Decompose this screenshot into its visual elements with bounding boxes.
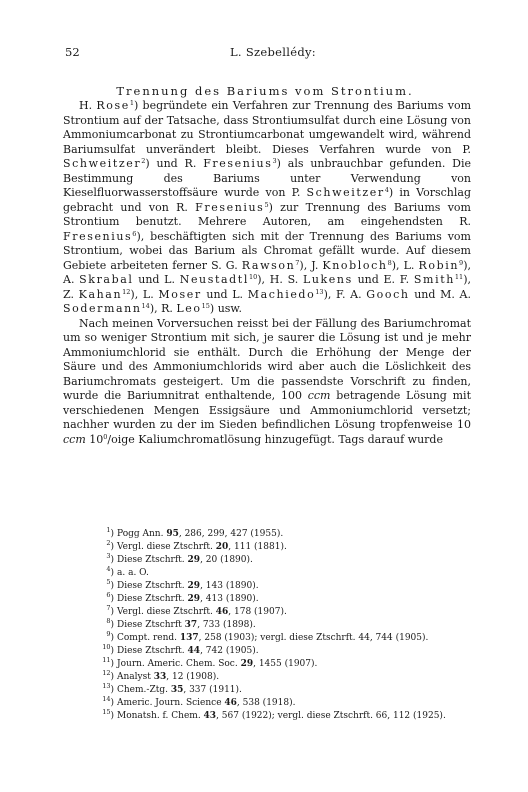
text-run: und L. xyxy=(201,287,248,301)
footnote-marker: 5 xyxy=(106,578,111,586)
author-name: Sodermann xyxy=(63,302,142,315)
unit-ccm: ccm xyxy=(307,389,331,402)
footnote xyxy=(100,593,480,606)
footnote-source: Compt. rend. xyxy=(117,633,180,643)
text-run: ), H. S. xyxy=(257,273,303,286)
footnote-ref: 6 xyxy=(132,229,137,238)
author-name: Lukens xyxy=(302,273,353,286)
footnote xyxy=(100,632,480,645)
footnote xyxy=(100,645,480,658)
footnote-pages: , 413 (1890). xyxy=(200,594,259,604)
footnote-marker: 4 xyxy=(106,565,111,573)
footnote-marker: 2 xyxy=(106,539,111,547)
footnote-pages: , 538 (1918). xyxy=(236,698,296,708)
footnote-ref: 14 xyxy=(141,302,150,310)
footnote-number: $^8$) xyxy=(106,617,114,630)
text-run: ) in Vorschlag gebracht und von R. xyxy=(63,186,471,214)
footnote-ref: 11 xyxy=(454,273,464,281)
author-name: Moser xyxy=(158,287,202,301)
text-run: ), beschäftigten sich mit der Trennung des Bariums vom Strontium, wobei das Barium als Chromat gefällt wurde. Auf diesem Gebiete arbeiteten ferner S. G. xyxy=(63,229,471,272)
author-name: Robin xyxy=(418,258,460,272)
footnote-pages: , 733 (1898). xyxy=(197,620,256,630)
footnote xyxy=(100,567,480,580)
running-head: L. Szebellédy: xyxy=(230,45,316,59)
page-header xyxy=(65,45,465,61)
text-run: 10 xyxy=(85,432,104,446)
text-run: betragende Lösung mit verschiedenen Mengen Essigsäure und Ammoniumchlorid versetzt; nachher wurden zu der im Sieden befindlichen Lösung tropfenweise 10 xyxy=(63,389,471,431)
footnote-marker: 3 xyxy=(106,552,111,560)
footnote xyxy=(100,554,480,567)
text-run: /oige Kaliumchromatlösung hinzugefügt. Tags darauf wurde xyxy=(107,432,443,446)
footnote-volume: 46 xyxy=(224,698,237,708)
footnote-source: Diese Ztschrft. xyxy=(117,646,188,656)
footnote-number: $^7$) xyxy=(106,604,114,617)
footnote-marker: 8 xyxy=(106,617,111,625)
footnote-number: $^6$) xyxy=(106,591,114,604)
footnote-number: $^{15}$) xyxy=(102,708,114,721)
text-run: Nach meinen Vorversuchen reisst bei der Fällung des Bariumchromat um so weniger Strontium mit sich, je saurer die Lösung ist und je mehr Ammoniumchlorid sie enthält. Durch die Erhöhung der Menge der Säure und des Ammoniumchlorids wird aber auch die Löslichkeit des Bariumchromats gesteigert. Um die passendste Vorschrift zu finden, wurde die Bariumnitrat enthaltende, 100 xyxy=(63,316,471,402)
footnote-pages: , 258 (1903); vergl. diese Ztschrft. 44, 744 (1905). xyxy=(198,633,429,643)
author-name: Rawson xyxy=(241,258,296,272)
footnote-pages: , 143 (1890). xyxy=(200,581,259,591)
text-run: ) und R. xyxy=(145,157,204,170)
author-name: Gooch xyxy=(366,287,410,301)
footnote xyxy=(100,619,480,632)
footnote-ref: 1 xyxy=(129,99,134,107)
footnote-ref: 7 xyxy=(295,258,300,267)
footnote-pages: , 1455 (1907). xyxy=(253,659,318,669)
footnote-source: a. a. O. xyxy=(117,568,149,578)
paragraph-1 xyxy=(63,99,471,317)
footnote-volume: 35 xyxy=(170,685,184,695)
footnote-ref: 15 xyxy=(201,302,210,310)
footnote-pages: , 567 (1922); vergl. diese Ztschrft. 66, 112 (1925). xyxy=(216,711,446,721)
footnote-volume: 37 xyxy=(184,620,198,630)
text-run: ), F. A. xyxy=(323,287,367,301)
footnote-volume: 137 xyxy=(179,633,199,643)
text-run: ) begründete ein Verfahren zur Trennung des Bariums vom Strontium auf der Tatsache, dass Strontiumsulfat durch eine Lösung von Ammoniumcarbonat zu Strontiumcarbonat umgewandelt wird, während Bariumsulfat unverändert bleibt. Dieses Verfahren wurde von P. xyxy=(63,99,472,156)
footnote-ref: 5 xyxy=(264,200,269,209)
footnote-marker: 15 xyxy=(102,708,111,716)
footnote xyxy=(100,684,480,697)
footnote-pages: , 20 (1890). xyxy=(200,555,253,565)
footnote-ref: 10 xyxy=(248,273,258,281)
footnote-ref: 12 xyxy=(122,287,131,296)
footnote-number: $^2$) xyxy=(106,539,114,552)
text-run: ), L. xyxy=(391,258,419,272)
footnote-volume: 44 xyxy=(187,646,201,656)
footnote-ref: 8 xyxy=(387,258,392,267)
section-title: Trennung des Bariums vom Strontium. xyxy=(116,84,414,98)
footnote-marker: 10 xyxy=(102,643,111,651)
footnote-ref: 9 xyxy=(459,258,464,267)
footnote-source: Vergl. diese Ztschrft. xyxy=(117,607,216,617)
footnote-source: Journ. Americ. Chem. Soc. xyxy=(117,659,241,669)
footnote-volume: 29 xyxy=(240,659,254,669)
footnote-number: $^4$) xyxy=(106,565,114,578)
footnote-marker: 11 xyxy=(102,656,111,664)
page-number: 52 xyxy=(65,45,80,59)
footnote-volume: 46 xyxy=(215,607,229,617)
footnote-pages: , 178 (1907). xyxy=(228,607,287,617)
footnote-marker: 13 xyxy=(102,682,111,690)
text-run: ), A. xyxy=(63,258,471,286)
footnote-marker: 1 xyxy=(106,526,111,534)
footnote-volume: 29 xyxy=(187,594,201,604)
footnote-marker: 6 xyxy=(106,591,111,599)
author-name: Fresenius xyxy=(203,157,273,170)
footnote-volume: 33 xyxy=(153,672,167,682)
footnote-source: Pogg Ann. xyxy=(117,529,167,539)
author-name: Neustadtl xyxy=(179,273,249,286)
text-run: und M. A. xyxy=(409,287,471,301)
footnote-source: Diese Ztschrft xyxy=(117,620,185,630)
author-name: Leo xyxy=(176,302,202,315)
footnote-volume: 43 xyxy=(203,711,217,721)
text-run: ) als unbrauchbar gefunden. Die Bestimmung des Bariums unter Verwendung von Kieselfluorwasserstoffsäure wurde von P. xyxy=(63,157,472,199)
footnote-source: Vergl. diese Ztschrft. xyxy=(117,542,216,552)
footnote xyxy=(100,710,480,723)
author-name: Smith xyxy=(413,273,455,286)
text-run: ), R. xyxy=(149,302,177,315)
footnote-source: Monatsh. f. Chem. xyxy=(117,711,204,721)
text-run: ) zur Trennung des Bariums vom Strontium benutzt. Mehrere Autoren, am eingehendsten R. xyxy=(63,200,471,228)
footnote-number: $^9$) xyxy=(106,630,114,643)
footnote-source: Diese Ztschrft. xyxy=(117,555,188,565)
footnote-volume: 29 xyxy=(187,555,201,565)
footnote-number: $^{14}$) xyxy=(102,695,114,708)
author-name: Fresenius xyxy=(195,200,265,214)
text-run: ), J. xyxy=(299,258,323,272)
text-run: und L. xyxy=(133,273,180,286)
footnote xyxy=(100,528,480,541)
footnote xyxy=(100,658,480,671)
author-name: Schweitzer xyxy=(306,186,385,199)
footnote-pages: , 286, 299, 427 (1955). xyxy=(178,529,284,539)
text-run: ), L. xyxy=(130,287,159,301)
footnote-number: $^{11}$) xyxy=(102,656,114,669)
body-text xyxy=(63,99,471,447)
footnote-pages: , 111 (1881). xyxy=(228,542,287,552)
paragraph-2 xyxy=(63,317,471,448)
author-name: Schweitzer xyxy=(63,157,142,170)
unit-ccm: ccm xyxy=(63,432,86,446)
footnote xyxy=(100,606,480,619)
footnote-pages: , 337 (1911). xyxy=(183,685,242,695)
footnote-marker: 7 xyxy=(106,604,111,612)
footnote-source: Analyst xyxy=(117,672,154,682)
footnote-marker: 9 xyxy=(106,630,111,638)
footnote xyxy=(100,697,480,710)
author-name: Machiedo xyxy=(247,287,316,301)
footnote xyxy=(100,580,480,593)
footnote-number: $^{13}$) xyxy=(102,682,114,695)
footnote-number: $^3$) xyxy=(106,552,114,565)
footnote-volume: 29 xyxy=(187,581,201,591)
footnotes xyxy=(100,528,480,723)
footnote-source: Americ. Journ. Science xyxy=(117,698,225,708)
footnote-number: $^{12}$) xyxy=(102,669,114,682)
author-name: Rose xyxy=(96,99,130,112)
footnote-ref: 2 xyxy=(141,157,146,165)
author-name: Skrabal xyxy=(79,273,134,286)
text-run: ) usw. xyxy=(209,302,243,315)
footnote-marker: 14 xyxy=(102,695,111,703)
footnote-ref: 3 xyxy=(272,157,277,165)
footnote-marker: 12 xyxy=(102,669,111,677)
text-run: ), Z. xyxy=(63,273,471,301)
footnote-ref: 4 xyxy=(384,186,389,194)
author-name: Knobloch xyxy=(322,258,388,272)
footnote-source: Chem.-Ztg. xyxy=(117,685,171,695)
footnote-pages: , 742 (1905). xyxy=(200,646,259,656)
footnote-volume: 20 xyxy=(215,542,229,552)
footnote-number: $^1$) xyxy=(106,526,114,539)
footnote-number: $^5$) xyxy=(106,578,114,591)
footnote-ref: 13 xyxy=(315,287,324,296)
footnote-volume: 95 xyxy=(166,529,179,539)
text-run: H. xyxy=(79,99,97,112)
footnote-source: Diese Ztschrft. xyxy=(117,594,188,604)
footnote-source: Diese Ztschrft. xyxy=(117,581,188,591)
footnote xyxy=(100,671,480,684)
author-name: Kahan xyxy=(78,287,123,301)
percent-superscript: 0 xyxy=(103,432,108,441)
author-name: Fresenius xyxy=(63,229,133,243)
footnote-pages: , 12 (1908). xyxy=(166,672,220,682)
footnote xyxy=(100,541,480,554)
footnote-number: $^{10}$) xyxy=(102,643,114,656)
text-run: und E. F. xyxy=(352,273,414,286)
